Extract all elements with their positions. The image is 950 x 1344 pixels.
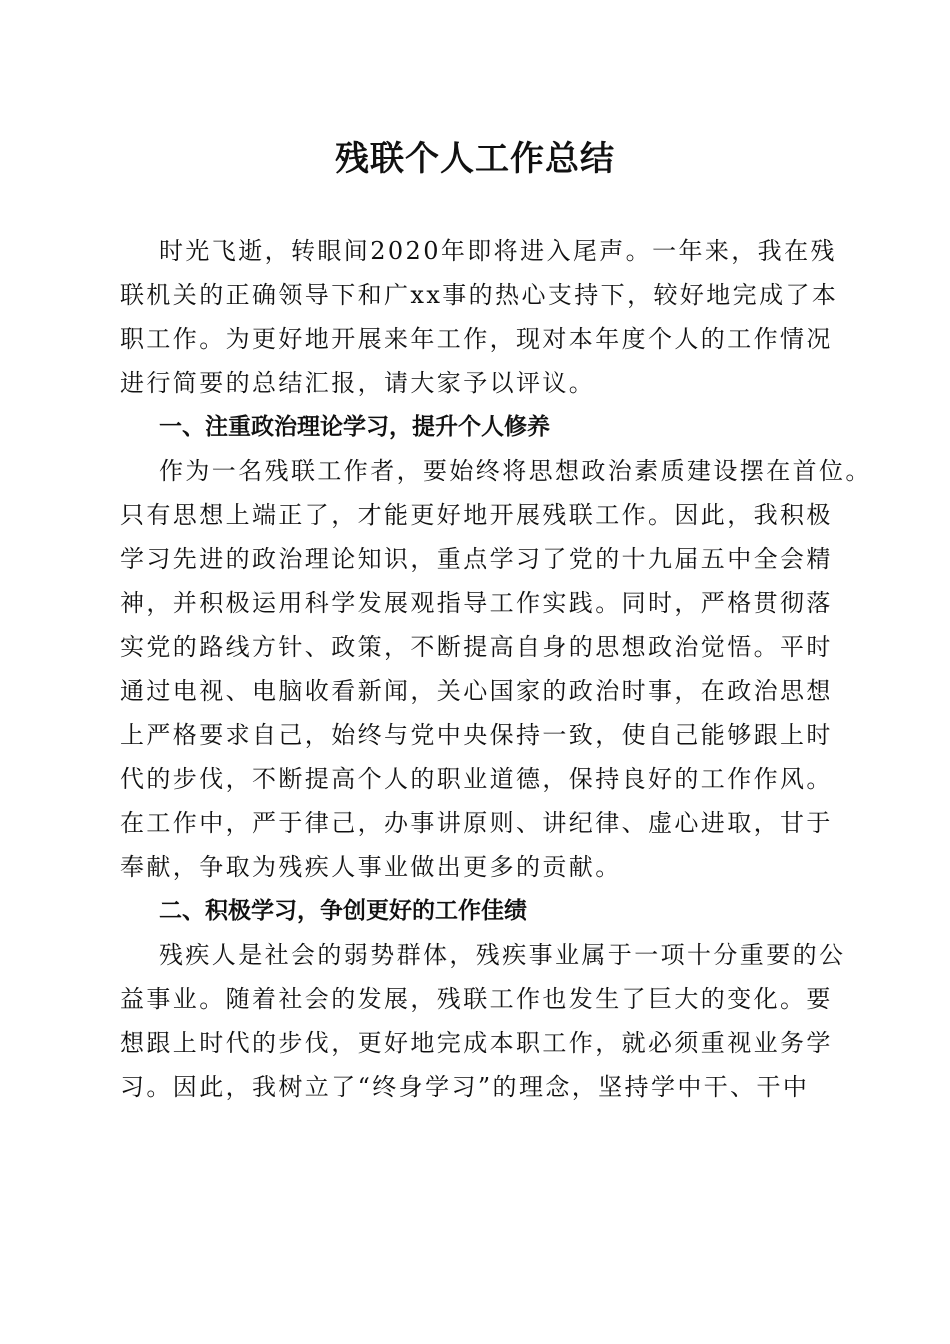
- paragraph-line: 想跟上时代的步伐，更好地完成本职工作，就必须重视业务学: [120, 1029, 833, 1057]
- paragraph-line: 益事业。随着社会的发展，残联工作也发生了巨大的变化。要: [120, 985, 833, 1013]
- document-body: [120, 229, 872, 1109]
- paragraph-line: 在工作中，严于律己，办事讲原则、讲纪律、虚心进取，甘于: [120, 809, 833, 837]
- paragraph-line: 习。因此，我树立了“终身学习”的理念，坚持学中干、干中: [120, 1073, 810, 1101]
- paragraph-line: 联机关的正确领导下和广xx事的热心支持下，较好地完成了本: [120, 281, 839, 309]
- paragraph-line: 只有思想上端正了，才能更好地开展残联工作。因此，我积极: [120, 501, 833, 529]
- paragraph-line: 残疾人是社会的弱势群体，残疾事业属于一项十分重要的公: [159, 941, 846, 969]
- paragraph-line: 作为一名残联工作者，要始终将思想政治素质建设摆在首位。: [159, 457, 872, 485]
- paragraph-line: 进行简要的总结汇报，请大家予以评议。: [120, 369, 596, 397]
- section-heading: 一、注重政治理论学习，提升个人修养: [159, 414, 550, 440]
- paragraph-line: 时光飞逝，转眼间2020年即将进入尾声。一年来，我在残: [159, 237, 837, 265]
- paragraph-line: 学习先进的政治理论知识，重点学习了党的十九届五中全会精: [120, 545, 833, 573]
- document-title: 残联个人工作总结: [335, 139, 615, 179]
- paragraph-line: 上严格要求自己，始终与党中央保持一致，使自己能够跟上时: [120, 721, 833, 749]
- paragraph-line: 实党的路线方针、政策，不断提高自身的思想政治觉悟。平时: [120, 633, 833, 661]
- paragraph-line: 代的步伐，不断提高个人的职业道德，保持良好的工作作风。: [120, 765, 833, 793]
- paragraph-line: 奉献，争取为残疾人事业做出更多的贡献。: [120, 853, 622, 881]
- paragraph-line: 神，并积极运用科学发展观指导工作实践。同时，严格贯彻落: [120, 589, 833, 617]
- section-heading: 二、积极学习，争创更好的工作佳绩: [159, 898, 527, 924]
- paragraph-line: 职工作。为更好地开展来年工作，现对本年度个人的工作情况: [120, 325, 833, 353]
- paragraph-line: 通过电视、电脑收看新闻，关心国家的政治时事，在政治思想: [120, 677, 833, 705]
